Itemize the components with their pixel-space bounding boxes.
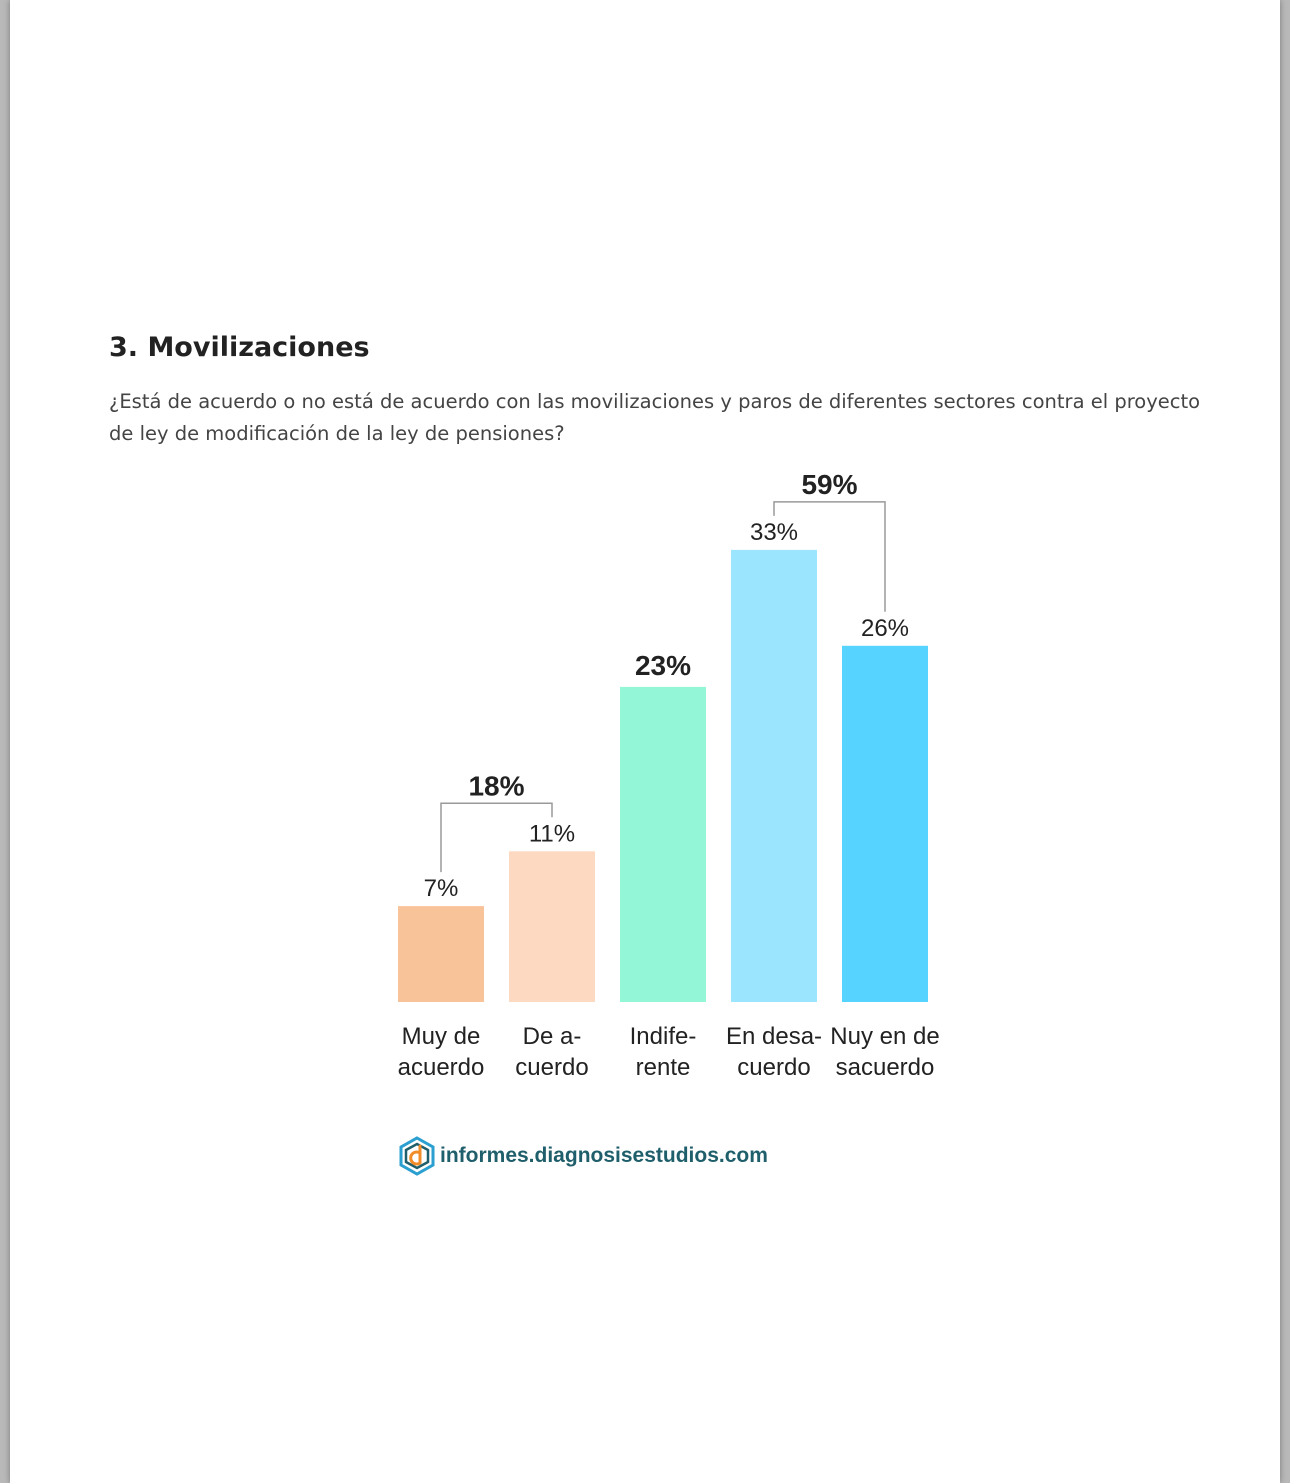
- bar: [620, 687, 706, 1002]
- bar: [398, 906, 484, 1002]
- data-label: 26%: [860, 614, 910, 642]
- data-label: 11%: [528, 820, 576, 848]
- bar: [509, 851, 595, 1002]
- category-label: De a-: [522, 1023, 582, 1050]
- category-label: cuerdo: [737, 1054, 811, 1081]
- data-label: 33%: [749, 518, 799, 546]
- category-label: acuerdo: [397, 1054, 485, 1081]
- category-label: Indife-: [629, 1023, 697, 1050]
- watermark: [398, 1134, 768, 1178]
- survey-question: ¿Está de acuerdo o no está de acuerdo con las movilizaciones y paros de diferentes sectores contra el proyecto de ley de modificación de la ley de pensiones?: [109, 390, 1201, 445]
- category-label: sacuerdo: [835, 1054, 935, 1081]
- category-label: Muy de: [401, 1023, 481, 1050]
- data-label: 7%: [423, 875, 459, 903]
- diagnosis-logo-icon: [398, 1136, 436, 1176]
- bar: [842, 646, 928, 1002]
- section-title: 3. Movilizaciones: [109, 332, 370, 363]
- watermark-text: informes.diagnosisestudios.com: [440, 1144, 768, 1167]
- category-label: rente: [635, 1054, 691, 1081]
- bar: [731, 550, 817, 1002]
- group-total-label: 18%: [468, 770, 525, 802]
- data-label: 23%: [634, 649, 692, 681]
- category-label: En desa-: [725, 1023, 823, 1050]
- bar-chart: [10, 0, 1280, 1483]
- category-label: cuerdo: [515, 1054, 589, 1081]
- document-page: [10, 0, 1280, 1483]
- group-total-label: 59%: [801, 468, 858, 500]
- category-label: Nuy en de: [830, 1023, 940, 1050]
